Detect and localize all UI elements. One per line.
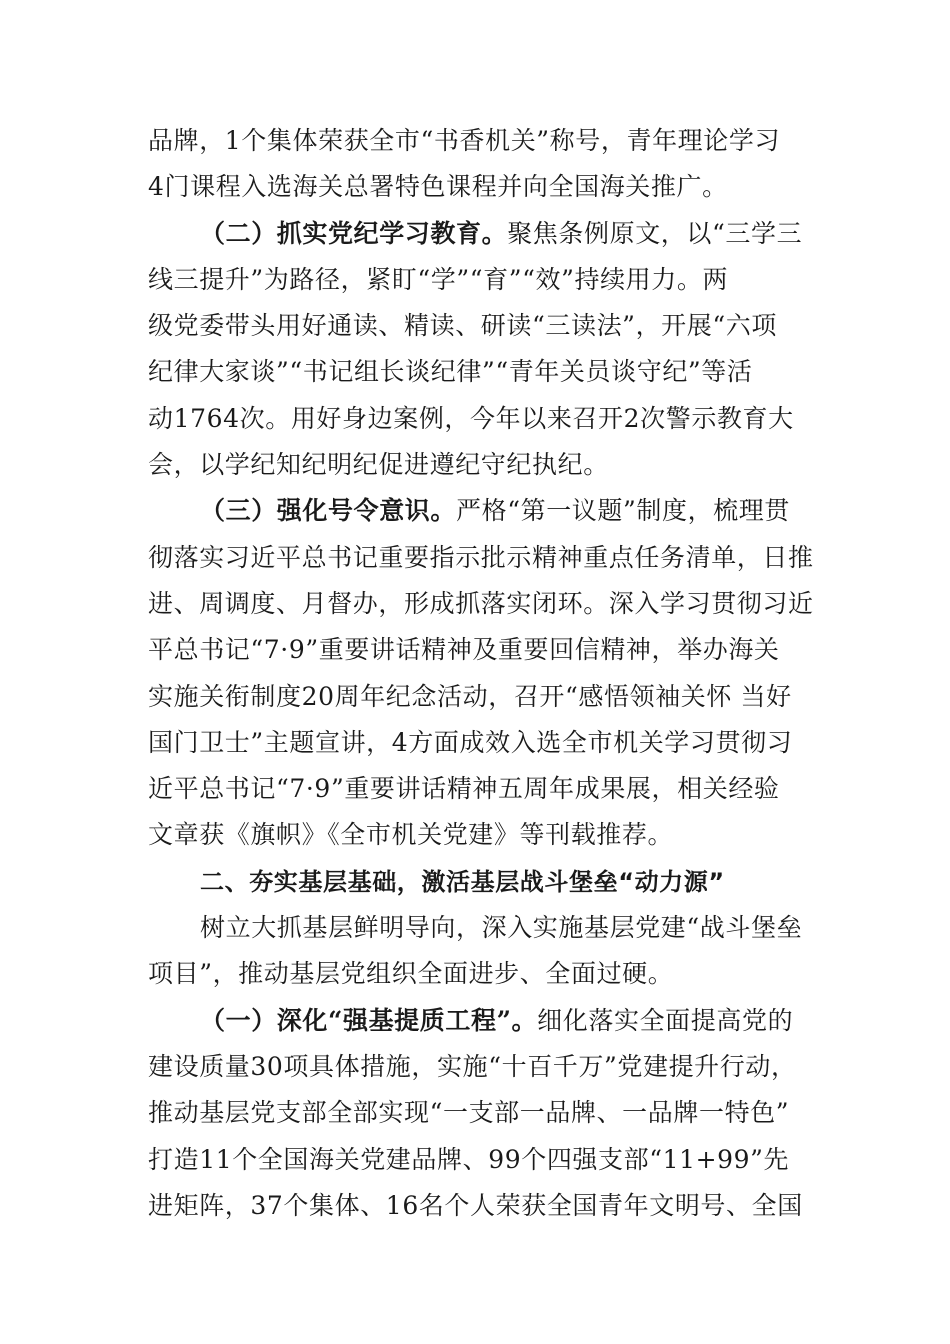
paragraph-line: 近平总书记“7·9”重要讲话精神五周年成果展，相关经验 (148, 774, 780, 804)
paragraph-line: 彻落实习近平总书记重要指示批示精神重点任务清单，日推 (148, 542, 814, 572)
section-line (148, 998, 808, 1044)
section-heading: （一）深化“强基提质工程”。 (200, 1005, 538, 1035)
paragraph-line: 会，以学纪知纪明纪促进遵纪守纪执纪。 (148, 450, 609, 480)
section-heading: （三）强化号令意识。 (200, 496, 457, 526)
paragraph-line: 平总书记“7·9”重要讲话精神及重要回信精神，举办海关 (148, 635, 780, 665)
section-line (148, 211, 808, 257)
paragraph-line: 品牌，1个集体荣获全市“书香机关”称号，青年理论学习 (148, 126, 781, 155)
paragraph-line: 项目”，推动基层党组织全面进步、全面过硬。 (148, 959, 674, 989)
paragraph-line: 4门课程入选海关总署特色课程并向全国海关推广。 (148, 172, 728, 202)
paragraph-line: 文章获《旗帜》《全市机关党建》等刊载推荐。 (148, 820, 674, 850)
section-line (148, 488, 808, 534)
paragraph-line: 建设质量30项具体措施，实施“十百千万”党建提升行动， (148, 1051, 797, 1081)
paragraph-line: 进、周调度、月督办，形成抓落实闭环。深入学习贯彻习近 (148, 588, 814, 618)
paragraph-line: 纪律大家谈”“书记组长谈纪律”“青年关员谈守纪”等活 (148, 357, 753, 387)
body-text (148, 118, 814, 1229)
section-text: 严格“第一议题”制度，梳理贯 (456, 496, 790, 526)
paragraph-line: 实施关衔制度20周年纪念活动，召开“感悟领袖关怀 当好 (148, 681, 792, 711)
paragraph-line: 推动基层党支部全部实现“一支部一品牌、一品牌一特色” (148, 1098, 790, 1128)
paragraph-line: 级党委带头用好通读、精读、研读“三读法”，开展“六项 (148, 311, 777, 341)
section-text: 聚焦条例原文，以“三学三 (507, 218, 803, 248)
section-heading: （二）抓实党纪学习教育。 (200, 218, 508, 248)
chapter-heading: 二、夯实基层基础，激活基层战斗堡垒“动力源” (200, 867, 725, 896)
paragraph-line: 国门卫士”主题宣讲，4方面成效入选全市机关学习贯彻习 (148, 727, 793, 757)
paragraph-line: 树立大抓基层鲜明导向，深入实施基层党建“战斗堡垒 (200, 913, 803, 943)
paragraph-line: 线三提升”为路径，紧盯“学”“育”“效”持续用力。两 (148, 264, 729, 294)
paragraph-line: 动1764次。用好身边案例，今年以来召开2次警示教育大 (148, 403, 794, 433)
section-text: 细化落实全面提高党的 (537, 1005, 794, 1035)
paragraph-line: 打造11个全国海关党建品牌、99个四强支部“11+99”先 (148, 1144, 790, 1174)
paragraph-line: 进矩阵，37个集体、16名个人荣获全国青年文明号、全国 (148, 1190, 803, 1220)
